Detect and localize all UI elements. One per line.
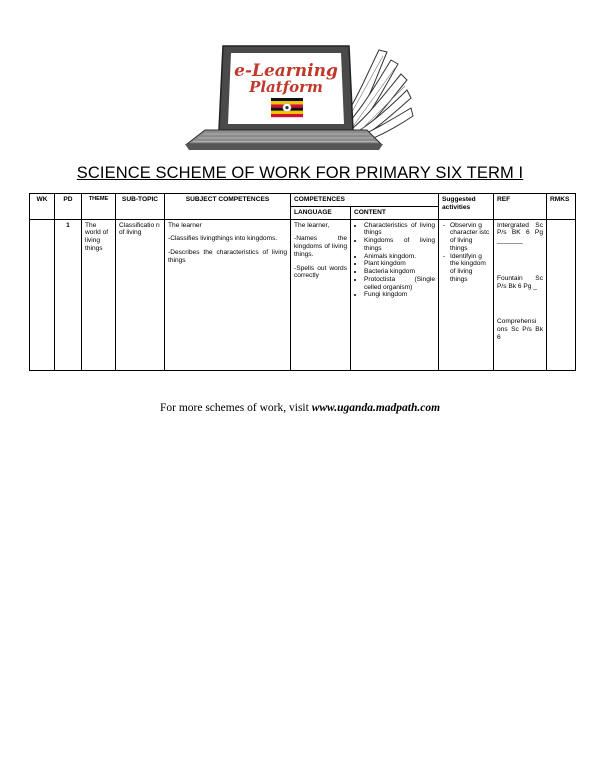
table-row <box>30 219 576 370</box>
footer-link[interactable]: www.uganda.madpath.com <box>311 402 441 414</box>
header-language: LANGUAGE <box>291 206 351 219</box>
header-subject-competences: SUBJECT COMPETENCES <box>165 194 291 220</box>
header-pd: PD <box>55 194 82 220</box>
header-subtopic: SUB-TOPIC <box>116 194 165 220</box>
language-line: The learner, <box>294 221 330 229</box>
language-line: -Spells out words correctly <box>294 264 347 280</box>
elearning-platform-logo <box>183 40 415 158</box>
list-item: • Fungi kingdom <box>364 291 435 299</box>
cell-subject-competences <box>165 219 291 370</box>
cell-language <box>291 219 351 370</box>
header-theme: THEME <box>82 194 116 220</box>
header-content: CONTENT <box>351 206 439 219</box>
cell-subtopic: Classificatio n of living <box>116 219 165 370</box>
list-item: • Bacteria kingdom <box>364 268 435 276</box>
list-item: • Protoctista (Single celled organism) <box>364 276 435 292</box>
footer-note <box>0 402 600 414</box>
subject-competence-line: -Classifies livingthings into kingdoms. <box>168 235 278 243</box>
list-item: - Identifyin g the kingdom of living things <box>442 253 490 284</box>
header-competences: COMPETENCES <box>291 194 439 207</box>
header-suggested-activities: Suggested activities <box>439 194 494 220</box>
cell-content <box>351 219 439 370</box>
cell-theme: The world of living things <box>82 219 116 370</box>
laptop-book-logo-icon <box>183 40 415 158</box>
ref-line: Fountain Sc P/s Bk 6 Pg _ <box>497 274 543 290</box>
list-item: • Animals kingdom. <box>364 253 435 261</box>
language-line: -Names the kingdoms of living things. <box>294 235 347 258</box>
cell-rmks <box>547 219 576 370</box>
cell-ref <box>494 219 547 370</box>
logo-line1: e-Learning <box>234 61 338 81</box>
list-item: • Characteristics of living things <box>364 222 435 238</box>
subject-competence-line: -Describes the characteristics of living things <box>168 249 287 264</box>
uganda-flag-icon <box>271 98 303 117</box>
ref-line: Intergrated Sc P/s BK 6 Pg _______ <box>497 221 543 245</box>
cell-pd: 1 <box>55 219 82 370</box>
cell-activities <box>439 219 494 370</box>
header-row <box>30 194 576 207</box>
subject-competence-line: The learner <box>168 221 202 229</box>
header-rmks: RMKS <box>547 194 576 220</box>
activities-list <box>442 222 490 284</box>
scheme-of-work-table <box>29 193 576 371</box>
list-item: - Observin g character istc of living things <box>442 222 490 253</box>
footer-text: For more schemes of work, visit <box>159 402 312 414</box>
logo-line2: Platform <box>249 78 323 96</box>
list-item: • Plant kingdom <box>364 260 435 268</box>
ref-line: Comprehensi ons Sc P/s Bk 6 <box>497 318 543 341</box>
header-ref: REF <box>494 194 547 220</box>
header-wk: WK <box>30 194 55 220</box>
content-list <box>354 222 435 300</box>
page-title: SCIENCE SCHEME OF WORK FOR PRIMARY SIX TERM I <box>76 164 524 182</box>
cell-wk <box>30 219 55 370</box>
list-item: • Kingdoms of living things <box>364 237 435 253</box>
